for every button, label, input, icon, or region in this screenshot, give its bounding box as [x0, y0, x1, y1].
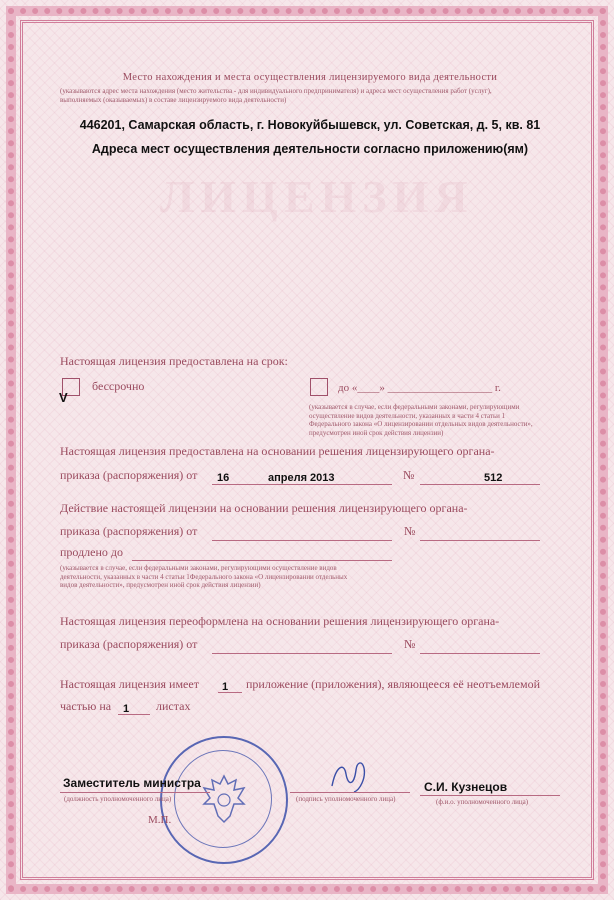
basis-line-1: Настоящая лицензия предоставлена на основании решения лицензирующего органа-	[60, 444, 495, 458]
signatory-name: С.И. Кузнецов	[424, 780, 508, 794]
name-caption: (ф.и.о. уполномоченного лица)	[436, 798, 529, 806]
appendix-address-line: Адреса мест осуществления деятельности согласно приложению(ям)	[91, 142, 529, 156]
reissue-line-2: приказа (распоряжения) от	[60, 637, 198, 651]
header-note-2: выполняемых (оказываемых) в составе лицензируемого вида деятельности)	[60, 96, 287, 104]
reissue-number-label: №	[404, 637, 416, 651]
signature-icon	[326, 756, 376, 796]
appendix-sheets: 1	[123, 703, 130, 715]
appendix-text-3: частью на	[60, 699, 112, 713]
position-caption: (должность уполномоченного лица)	[64, 795, 172, 803]
basis-number: 512	[484, 472, 503, 484]
header-note-1: (указываются адрес места нахождения (место жительства - для индивидуального предпринимателя) и адреса мест осуществления работ (услуг),	[60, 87, 492, 95]
unlimited-label: бессрочно	[92, 379, 145, 393]
term-label: Настоящая лицензия предоставлена на срок:	[60, 354, 288, 368]
term-note-1: (указывается в случае, если федеральными законами, регулирующими	[309, 403, 520, 411]
extension-line-3: продлено до	[60, 545, 124, 559]
basis-number-label: №	[403, 468, 415, 482]
address-line: 446201, Самарская область, г. Новокуйбышевск, ул. Советская, д. 5, кв. 81	[79, 118, 541, 132]
extension-line-2: приказа (распоряжения) от	[60, 524, 198, 538]
signatory-position: Заместитель министра	[63, 776, 201, 790]
term-until-text: до «____» ___________________ г.	[338, 382, 501, 394]
basis-day: 16	[217, 472, 230, 484]
appendix-text-2: приложение (приложения), являющееся её неотъемлемой	[246, 677, 540, 691]
background-emblem: ЛИЦЕНЗИЯ	[160, 171, 474, 222]
appendix-text-1: Настоящая лицензия имеет	[60, 677, 199, 691]
basis-month-year: апреля 2013	[268, 472, 335, 484]
extension-number-label: №	[404, 524, 416, 538]
term-until-checkbox	[310, 378, 328, 396]
seal-label: М.П.	[148, 814, 172, 826]
appendix-count: 1	[222, 681, 229, 693]
appendix-text-4: листах	[156, 699, 191, 713]
header-title: Место нахождения и места осуществления лицензируемого вида деятельности	[122, 72, 498, 83]
term-note-2: осуществление видов деятельности, указанных в части 4 статьи 1	[309, 411, 506, 420]
extension-note-2: деятельности, указанных в части 4 статьи 1Федерального закона «О лицензировании отдельных	[60, 572, 348, 581]
signature-caption: (подпись уполномоченного лица)	[296, 795, 396, 803]
eagle-emblem-icon	[200, 772, 248, 826]
reissue-line-1: Настоящая лицензия переоформлена на основании решения лицензирующего органа-	[60, 614, 500, 628]
term-note-4: предусмотрен иной срок действия лицензии)	[309, 428, 444, 437]
unlimited-check-mark: V	[59, 390, 68, 405]
term-note-3: Федерального закона «О лицензировании отдельных видов деятельности»,	[309, 420, 533, 428]
basis-line-2: приказа (распоряжения) от	[60, 468, 198, 482]
extension-note-1: (указывается в случае, если федеральными законами, регулирующими осуществление видов	[60, 564, 337, 572]
extension-note-3: видов деятельности», предусмотрен иной срок действия лицензии)	[60, 581, 261, 589]
extension-line-1: Действие настоящей лицензии на основании решения лицензирующего органа-	[60, 501, 468, 515]
official-seal	[160, 736, 288, 864]
